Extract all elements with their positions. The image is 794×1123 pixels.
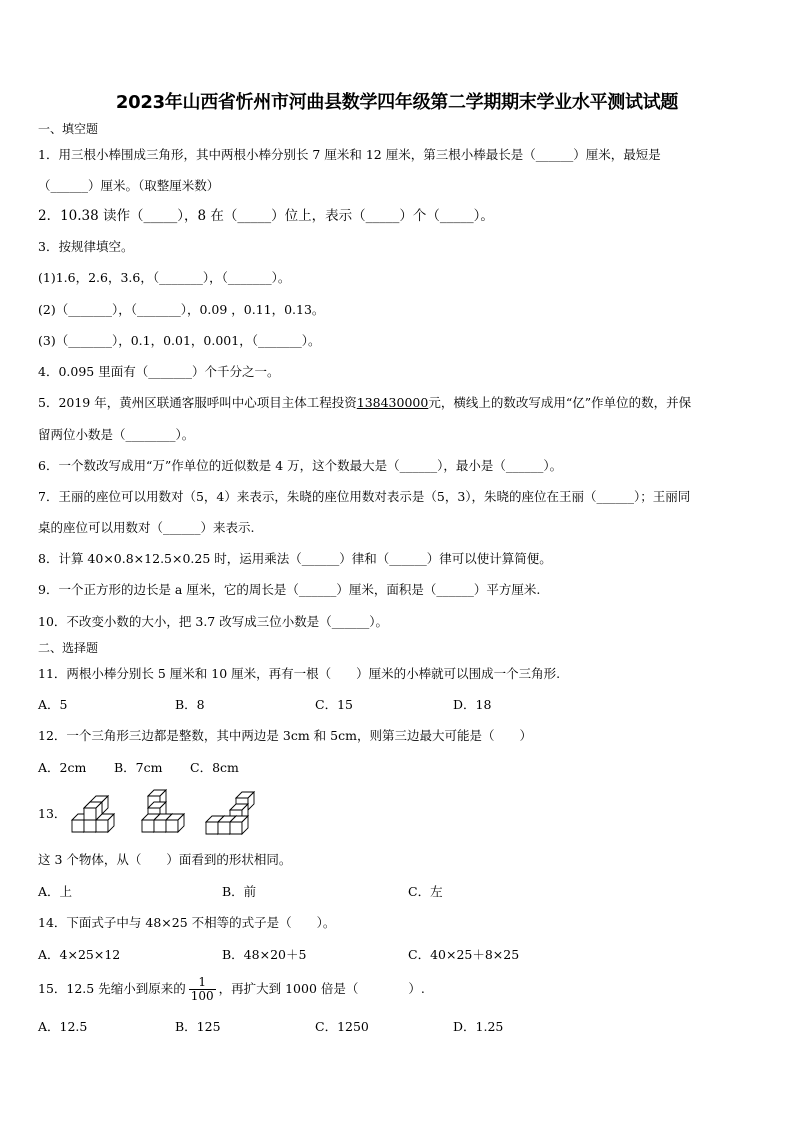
q15-option-a: A．12.5 — [38, 1019, 88, 1034]
q15-text-pre: 15．12.5 先缩小到原来的 — [38, 981, 186, 996]
section-multiple-choice: 二、选择题 — [38, 641, 99, 655]
q7-line2: 桌的座位可以用数对（______）来表示. — [38, 520, 255, 535]
q11-option-a: A．5 — [38, 697, 68, 712]
q15-fraction-numerator: 1 — [189, 976, 216, 990]
q15-fraction — [189, 976, 216, 1003]
section-fill-blank: 一、填空题 — [38, 122, 99, 136]
q4: 4．0.095 里面有（_______）个千分之一。 — [38, 364, 280, 379]
q14-option-b: B．48×20＋5 — [222, 947, 307, 962]
q12-option-b: B．7cm — [114, 760, 163, 775]
q14-option-a: A．4×25×12 — [38, 947, 121, 962]
q15-option-d: D．1.25 — [453, 1019, 504, 1034]
page-title: 2023年山西省忻州市河曲县数学四年级第二学期期末学业水平测试试题 — [115, 92, 679, 113]
q13-option-b: B．前 — [222, 884, 257, 899]
q5-underlined-number: 138430000 — [356, 395, 429, 410]
q5-line2: 留两位小数是（________）。 — [38, 427, 195, 442]
q13-stem: 这 3 个物体，从（ ）面看到的形状相同。 — [38, 852, 292, 867]
q13-figure-1-icon — [72, 796, 114, 832]
q3-part2: (2)（_______），（_______），0.09 ，0.11，0.13。 — [38, 302, 325, 317]
q15-option-c: C．1250 — [315, 1019, 369, 1034]
q13-cube-figures — [64, 786, 264, 836]
q1-line2: （______）厘米。（取整厘米数） — [38, 178, 220, 193]
q11-option-c: C．15 — [315, 697, 353, 712]
q12-stem: 12．一个三角形三边都是整数，其中两边是 3cm 和 5cm，则第三边最大可能是（ ） — [38, 728, 532, 743]
q2: 2．10.38 读作（_____），8 在（_____）位上，表示（_____）个（_____）。 — [38, 208, 494, 224]
q8: 8．计算 40×0.8×12.5×0.25 时，运用乘法（______）律和（______）律可以使计算简便。 — [38, 551, 552, 566]
q14-option-c: C．40×25＋8×25 — [408, 947, 520, 962]
q15-option-b: B．125 — [175, 1019, 221, 1034]
q5-text-post: 元，横线上的数改写成用“亿”作单位的数，并保 — [428, 395, 692, 410]
q11-option-b: B．8 — [175, 697, 205, 712]
q10: 10．不改变小数的大小，把 3.7 改写成三位小数是（______）。 — [38, 614, 388, 629]
q13-option-a: A．上 — [38, 884, 73, 899]
q13-number: 13． — [38, 806, 67, 821]
q6: 6．一个数改写成用“万”作单位的近似数是 4 万，这个数最大是（______），最小是（______）。 — [38, 458, 563, 473]
q15-stem — [38, 974, 754, 1006]
q15-text-post: ，再扩大到 1000 倍是（ ）. — [218, 981, 425, 996]
q13-figure-2-icon — [142, 790, 184, 832]
q3-part3: (3)（_______），0.1，0.01，0.001，（_______）。 — [38, 333, 321, 348]
q7-line1: 7．王丽的座位可以用数对（5，4）来表示，朱晓的座位用数对表示是（5，3），朱晓的座位在王丽（______）；王丽同 — [38, 489, 691, 504]
q11-option-d: D．18 — [453, 697, 492, 712]
q3-stem: 3．按规律填空。 — [38, 239, 134, 254]
q5-line1 — [38, 395, 754, 411]
q15-fraction-denominator: 100 — [190, 989, 214, 1003]
q14-stem: 14．下面式子中与 48×25 不相等的式子是（ ）。 — [38, 915, 336, 930]
q1-line1: 1．用三根小棒围成三角形，其中两根小棒分别长 7 厘米和 12 厘米，第三根小棒最长是（______）厘米，最短是 — [38, 147, 661, 162]
q5-text-pre: 5．2019 年，黄州区联通客服呼叫中心项目主体工程投资 — [38, 395, 357, 410]
q13-option-c: C．左 — [408, 884, 443, 899]
q12-option-a: A．2cm — [38, 760, 87, 775]
q9: 9．一个正方形的边长是 a 厘米，它的周长是（______）厘米，面积是（______）平方厘米. — [38, 582, 541, 597]
q11-stem: 11．两根小棒分别长 5 厘米和 10 厘米，再有一根（ ）厘米的小棒就可以围成一个三角形. — [38, 666, 561, 681]
q13-figure-3-icon — [206, 792, 254, 834]
q3-part1: (1)1.6，2.6，3.6，（_______），（_______）。 — [38, 270, 291, 285]
q12-option-c: C．8cm — [190, 760, 239, 775]
